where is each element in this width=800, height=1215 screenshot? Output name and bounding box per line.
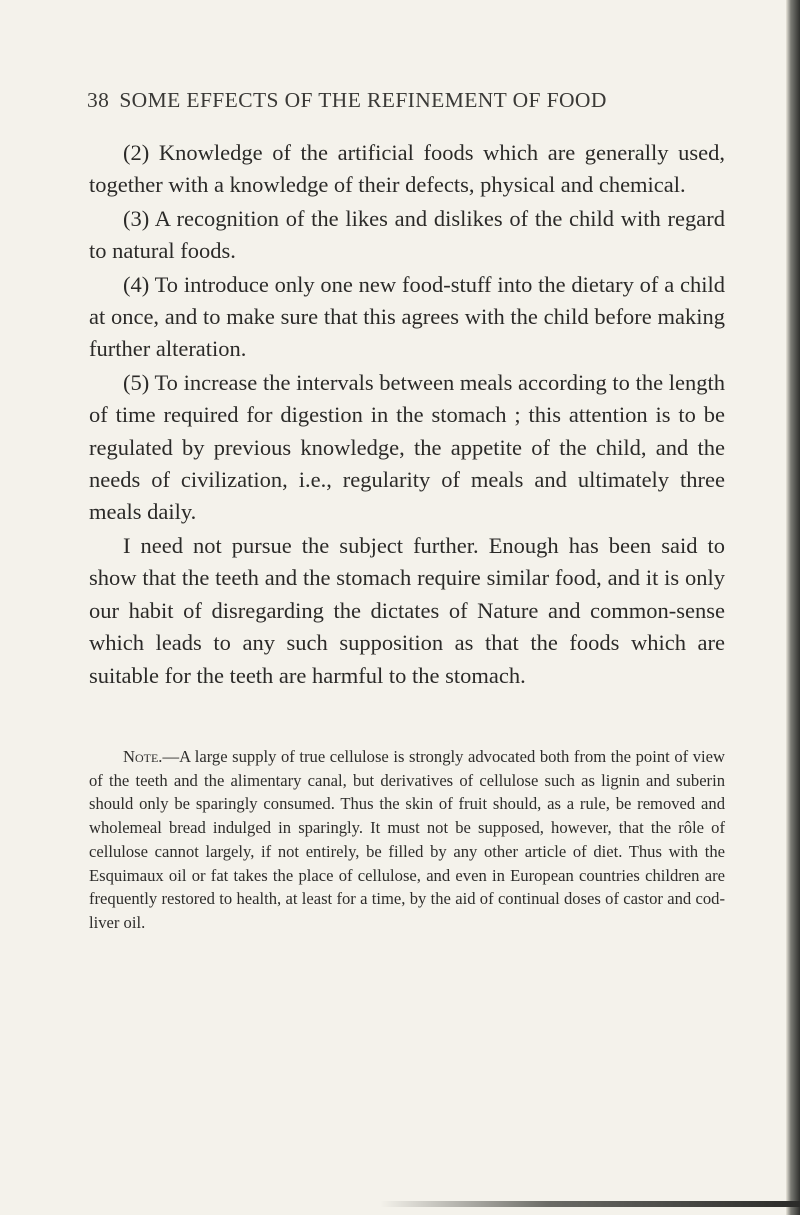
list-item-5: (5) To increase the intervals between meals according to the length of time required for digestion in the stomach ; this attention is to be regulated by previous knowledge, the appetite of the child, and the needs of civilization, i.e., regularity of meals and ultimately three meals daily. bbox=[89, 369, 725, 525]
list-item-4: (4) To introduce only one new food-stuff into the dietary of a child at once, and to make sure that this agrees with the child before making further alteration. bbox=[89, 271, 725, 362]
page-bottom-shadow bbox=[380, 1201, 800, 1207]
concluding-paragraph: I need not pursue the subject further. Enough has been said to show that the teeth and the stomach require similar food, and it is only our habit of disregarding the dictates of Nature and common-sense which leads to any such supposition as that the foods which are suitable for the teeth are harmful to the stomach. bbox=[89, 532, 725, 688]
note-label: Note. bbox=[123, 747, 163, 766]
running-title: SOME EFFECTS OF THE REFINEMENT OF FOOD bbox=[119, 88, 607, 112]
page-edge-shadow bbox=[786, 0, 800, 1215]
list-item-2: (2) Knowledge of the artificial foods which are generally used, together with a knowledge of their defects, physical and chemical. bbox=[89, 140, 725, 198]
footnote bbox=[89, 745, 725, 935]
running-header bbox=[87, 88, 727, 113]
list-item-3: (3) A recognition of the likes and dislikes of the child with regard to natural foods. bbox=[89, 205, 725, 264]
body-text bbox=[89, 137, 725, 692]
page-number: 38 bbox=[87, 88, 110, 112]
note-text: —A large supply of true cellulose is strongly advocated both from the point of view of the teeth and the alimentary canal, but derivatives of cellulose such as lignin and suberin should only be sparingly consumed. Thus the skin of fruit should, as a rule, be removed and wholemeal bread indulged in sparingly. It must not be supposed, however, that the rôle of cellulose cannot largely, if not entirely, be filled by any other article of diet. Thus with the Esquimaux oil or fat takes the place of cellulose, and even in European countries children are frequently restored to health, at least for a time, by the aid of continual doses of castor and cod-liver oil. bbox=[89, 747, 725, 932]
